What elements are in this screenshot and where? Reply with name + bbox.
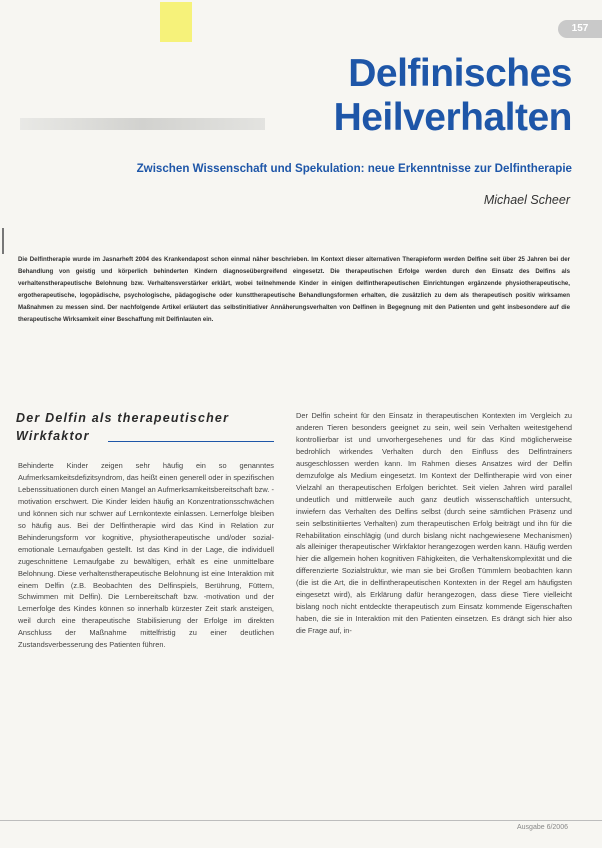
heading-rule (108, 441, 274, 442)
decorative-bar (20, 118, 265, 130)
footer-divider (0, 820, 602, 821)
body-column-right: Der Delfin scheint für den Einsatz in therapeutischen Kontexten im Vergleich zu anderen Tieren besonders geeignet zu sein, weil sein Verhalten weitestgehend kontrollierbar ist und unvorhergesehenes und für das Kind möglicherweise bedrohlich wirkendes Verhalten durch den Einfluss des Delfintrainers ausgeschlossen werden kann. Im Rahmen dieses Ansatzes wird der Delfin demzufolge als Medium eingesetzt. Im Kontext der Delfintherapie wird von einer Vielzahl an therapeutischen Erfolgen berichtet. Seit vielen Jahren wird parallel undeutlich und mittlerweile auch ganz deutlich wissenschaftlich untersucht, inwiefern das Verhalten des Delfins selbst (durch seine sämtlichen Präsenz und sein selbstinitiiertes Verhalten) zum therapeutischen Erfolg beiträgt und ihn für die Rehabilitation einschlägig (und durch bislang nicht nachgewiesene Mechanismen) als alleiniger therapeutischer Wirkfaktor herangezogen werden kann. Häufig werden hier die allgemein hohen kognitiven Fähigkeiten, die Verhaltenskomplexität und die differenzierte Sozialstruktur, wie man sie bei Großen Tümmlern beobachten kann (die ist die Art, die in delfintherapeutischen Kontexten in der Regel am häufigsten eingesetzt wird), als Erklärung dafür herangezogen, dass diese Tiere vielleicht bislang noch nicht entdeckte therapeutisch zum Einsatz kommende Eigenschaften haben, die sie in Interaktion mit den Patienten einsetzen. Es drängt sich hier also die Frage auf, in- (296, 411, 572, 636)
body-column-left: Behinderte Kinder zeigen sehr häufig ein so genanntes Aufmerksamkeitsdefizitsyndrom, das heißt einen generell oder in spezifischen Lebenssituationen durch einen Mangel an Aufmerksamkeitsbereitschaft bzw. -motivation erschwert. Die Kinder leiden häufig an Konzentrationsschwächen und können sich nur schwer auf Lernkontexte einlassen. Lernerfolge bleiben so häufig aus. Bei der Delfintherapie wird das Kind in Relation zur Behinderungsform vor kognitive, physiotherapeutische und/oder sozial-emotionale Lernaufgaben gestellt. Ist das Kind in der Lage, die individuell zugeschnittene Lernaufgabe zu bewältigen, erhält es eine unmittelbare Belohnung. Diese verhaltenstherapeutische Belohnung ist eine Interaktion mit einem Delfin (z.B. Beobachten des Delfinspiels, Berührung, Füttern, Schwimmen mit Delfin). Die Lernbereitschaft bzw. -motivation und der Lernerfolge des Kindes können so innerhalb kürzester Zeit stark ansteigen, weil durch eine therapeutische Stabilisierung der Erfolge im direkten Anschluss der Maßnahme mittelfristig zu einer deutlichen Zustandsverbesserung des Patienten führen. (18, 461, 274, 650)
footer-issue: Ausgabe 6/2006 (517, 824, 568, 831)
article-subtitle: Zwischen Wissenschaft und Spekulation: neue Erkenntnisse zur Delfintherapie (136, 162, 572, 175)
margin-mark (2, 228, 4, 254)
title-line-2: Heilverhalten (333, 96, 572, 139)
sticky-note (160, 2, 192, 42)
page-number: 157 (558, 20, 602, 38)
section-heading (16, 409, 274, 445)
section-heading-text: Der Delfin als therapeutischer Wirkfaktor (16, 411, 230, 443)
article-title (334, 52, 572, 140)
title-line-1: Delfinisches (348, 52, 572, 95)
article-abstract: Die Delfintherapie wurde im Jasnarheft 2004 des Krankendapost schon einmal näher beschrieben. Im Kontext dieser alternativen Therapieform werden Delfine seit über 25 Jahren bei der Behandlung von geistig und körperlich behinderten Kindern diagnoseübergreifend eingesetzt. Die therapeutischen Erfolge werden durch den Einsatz des Delfins als verhaltenstherapeutische Belohnung bzw. Verhaltensverstärker erklärt, wobei teilnehmende Kinder in einigen delfintherapeutischen Einrichtungen ergänzende physiotherapeutische, ergotherapeutische, logopädische, psychologische, pädagogische oder kunsttherapeutische Behandlungsformen erhalten, die zusätzlich zu dem als therapeutisch positiv wirksamen Maßnahmen zu messen sind. Der nachfolgende Artikel erläutert das selbstinitiativer Annäherungsverhalten von Delfinen in Begegnung mit den Patienten und geht insbesondere auf die therapeutische Wirksamkeit einer Beschaffung mit Delfinlauten ein. (18, 256, 570, 323)
author-name: Michael Scheer (483, 193, 570, 207)
